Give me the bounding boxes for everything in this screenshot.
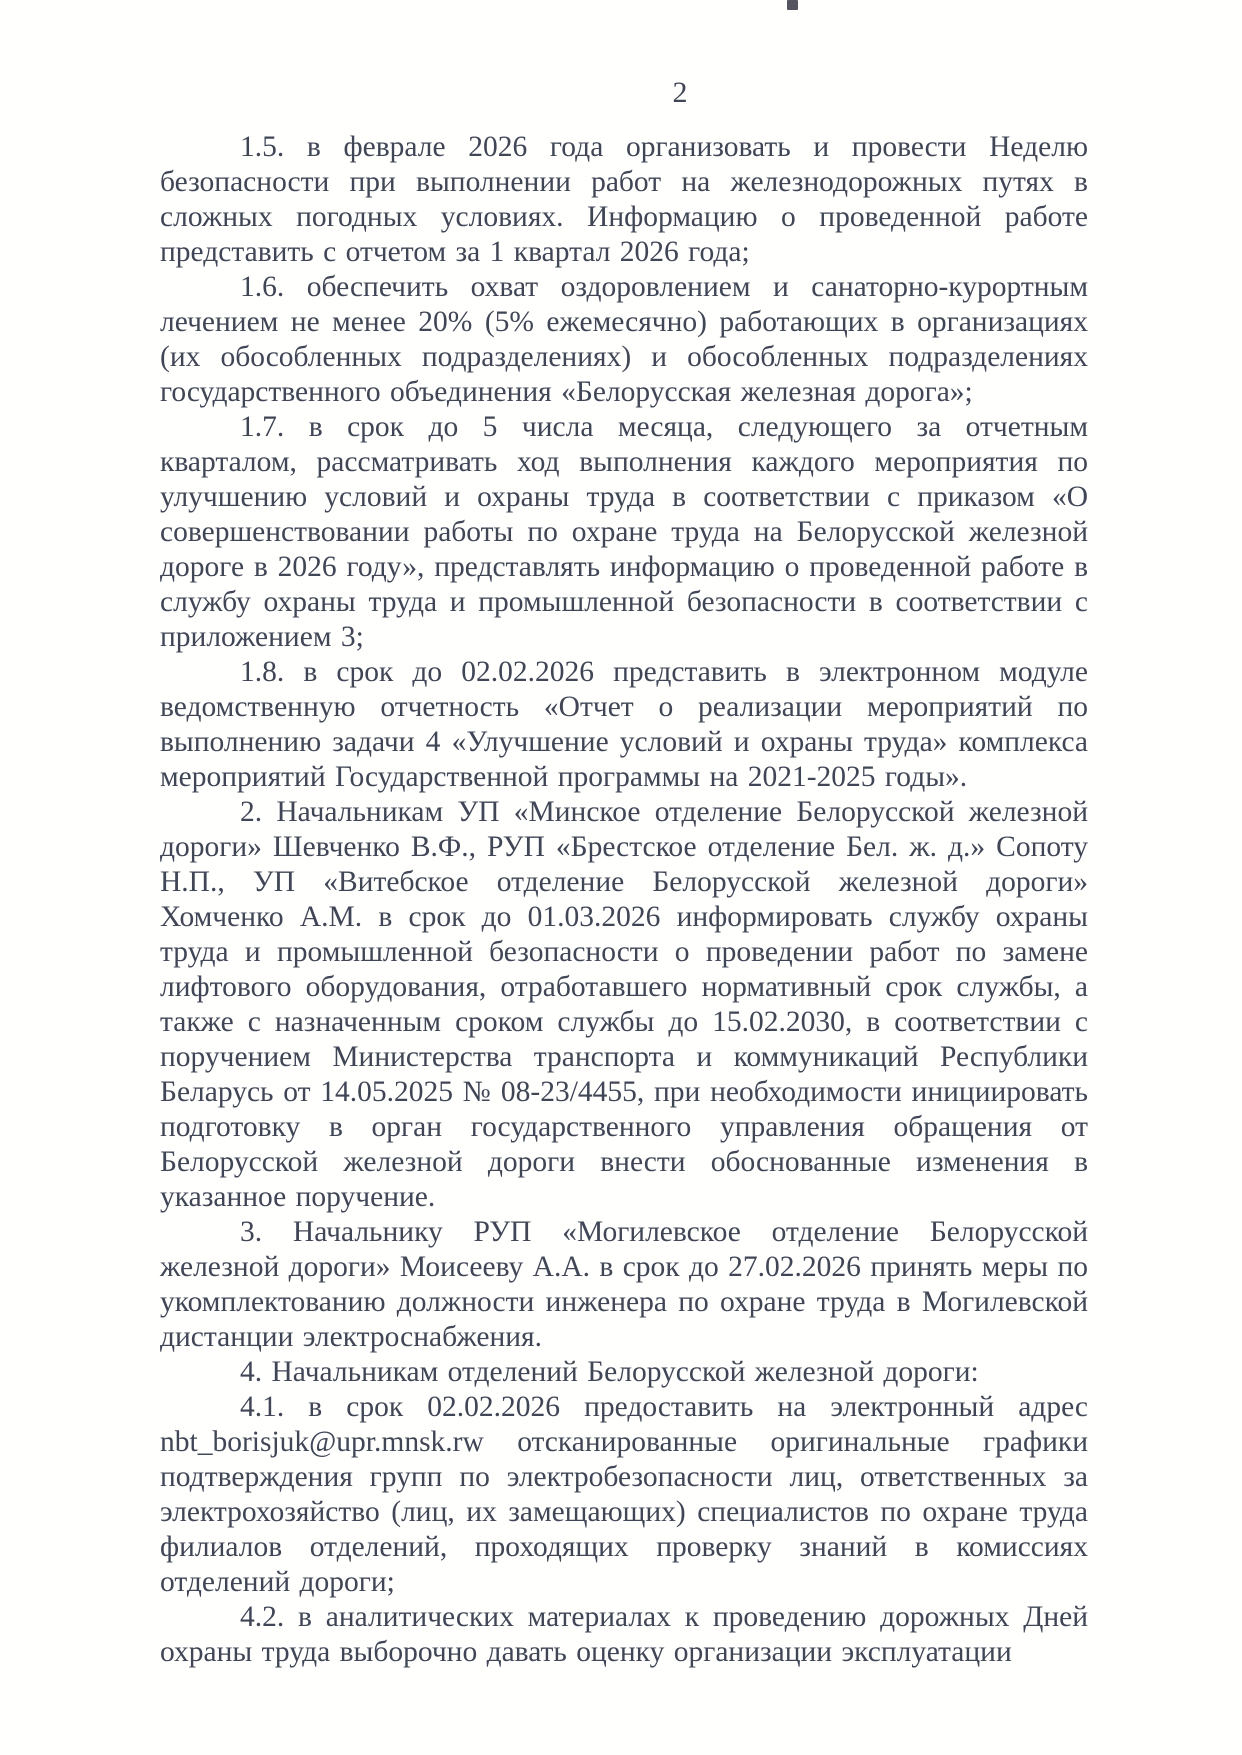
paragraph-1-5: 1.5. в феврале 2026 года организовать и провести Неделю безопасности при выполнении работ на железнодорожных путях в сложных погодных условиях. Информацию о проведенной работе представить с отчетом за 1 квартал 2026 года; bbox=[160, 131, 1088, 268]
paragraph-4-1: 4.1. в срок 02.02.2026 предоставить на электронный адрес nbt_borisjuk@upr.mnsk.rw отсканированные оригинальные графики подтверждения групп по электробезопасности лиц, ответственных за электрохозяйство (лиц, их замещающих) специалистов по охране труда филиалов отделений, проходящих проверку знаний в комиссиях отделений дороги; bbox=[160, 1391, 1088, 1598]
paragraph-4: 4. Начальникам отделений Белорусской железной дороги: bbox=[240, 1356, 979, 1388]
paragraph-1-8: 1.8. в срок до 02.02.2026 представить в электронном модуле ведомственную отчетность «Отчет о реализации мероприятий по выполнению задачи 4 «Улучшение условий и охраны труда» комплекса мероприятий Государственной программы на 2021-2025 годы». bbox=[160, 656, 1088, 793]
paragraph-4-2: 4.2. в аналитических материалах к проведению дорожных Дней охраны труда выборочно давать оценку организации эксплуатации bbox=[160, 1601, 1088, 1668]
paragraph-1-6: 1.6. обеспечить охват оздоровлением и санаторно-курортным лечением не менее 20% (5% ежемесячно) работающих в организациях (их обособленных подразделениях) и обособленных подразделениях государственного объединения «Белорусская железная дорога»; bbox=[160, 271, 1088, 408]
paragraph-3: 3. Начальнику РУП «Могилевское отделение Белорусской железной дороги» Моисееву А.А. в срок до 27.02.2026 принять меры по укомплектованию должности инженера по охране труда в Могилевской дистанции электроснабжения. bbox=[160, 1216, 1088, 1353]
document-body bbox=[160, 130, 1088, 1670]
paragraph-1-7: 1.7. в срок до 5 числа месяца, следующего за отчетным кварталом, рассматривать ход выполнения каждого мероприятия по улучшению условий и охраны труда в соответствии с приказом «О совершенствовании работы по охране труда на Белорусской железной дороге в 2026 году», представлять информацию о проведенной работе в службу охраны труда и промышленной безопасности в соответствии с приложением 3; bbox=[160, 411, 1088, 653]
page-number: 2 bbox=[672, 76, 688, 109]
paragraph-2: 2. Начальникам УП «Минское отделение Белорусской железной дороги» Шевченко В.Ф., РУП «Брестское отделение Бел. ж. д.» Сопоту Н.П., УП «Витебское отделение Белорусской железной дороги» Хомченко А.М. в срок до 01.03.2026 информировать службу охраны труда и промышленной безопасности о проведении работ по замене лифтового оборудования, отработавшего нормативный срок службы, а также с назначенным сроком службы до 15.02.2030, в соответствии с поручением Министерства транспорта и коммуникаций Республики Беларусь от 14.05.2025 № 08-23/4455, при необходимости инициировать подготовку в орган государственного управления обращения от Белорусской железной дороги внести обоснованные изменения в указанное поручение. bbox=[160, 796, 1088, 1213]
scan-artifact bbox=[787, 0, 798, 10]
